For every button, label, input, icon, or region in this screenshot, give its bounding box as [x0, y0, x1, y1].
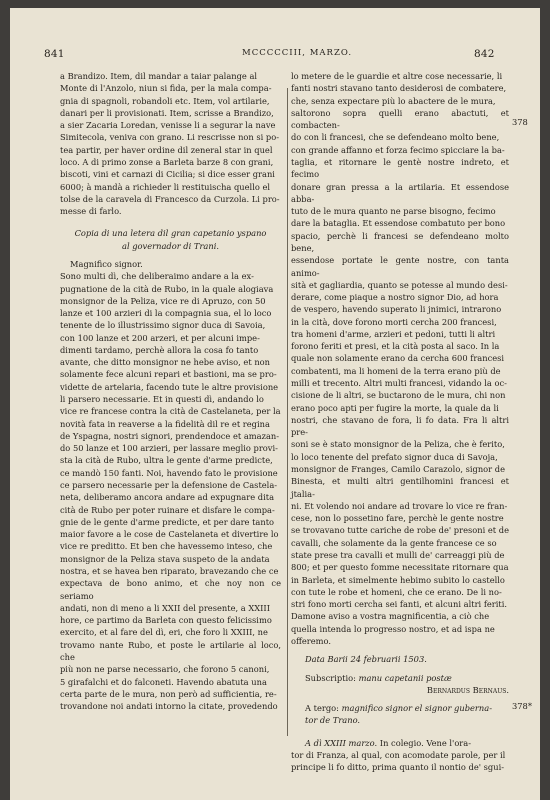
- text-line: nostra, et se havea ben riparato, bravezando che ce: [60, 565, 279, 576]
- page-number-right: 842: [474, 48, 495, 60]
- address-line: tor de Trano.: [305, 715, 361, 726]
- text-line: in Barleta, et simelmente hebimo subito lo castello: [291, 574, 505, 585]
- entry-date: A dì XXIII marzo.: [305, 737, 378, 748]
- text-line: tenente de lo illustrissimo signor duca di Savoia,: [60, 320, 266, 331]
- text-line: li parsero necessarie. Et in questi dì, andando lo: [60, 394, 264, 405]
- text-line: do 50 lanze et 100 arzieri, per lassare meglio provi-: [60, 443, 278, 454]
- letter-body-right: [291, 70, 509, 647]
- text-line: gnia di spagnoli, robandoli etc. Item, vol artilarie,: [60, 95, 270, 106]
- text-line: vice re preditto. Et ben che havessemo inteso, che: [60, 541, 273, 552]
- text-line: monsignor de la Peliza, vice re di Apruzo, con 50: [60, 295, 266, 306]
- text-line: saltorono sopra quelli erano abactuti, et combacten-: [291, 107, 509, 131]
- entry-line: tor di Franza, al qual, con acomodate parole, per il: [291, 749, 506, 760]
- text-line: taglia, et ritornare le gentè nostre indreto, et fecimo: [291, 156, 509, 180]
- text-line: Sono multi dì, che deliberaimo andare a la ex-: [60, 271, 254, 282]
- text-line: spacio, perchè li francesi se defendeano molto bene,: [291, 230, 509, 253]
- text-line: biscoti, vini et carnazi di Cicilia; si dice esser grani: [60, 169, 275, 180]
- text-line: danari per li provisionati. Item, scrisse a Brandizo,: [60, 107, 274, 118]
- text-line: tra homeni d'arme, arzieri et pedoni, tutti li altri: [291, 328, 496, 339]
- text-line: state prese tra cavalli et mulli de' carreaggi più de: [291, 549, 505, 560]
- council-entry: [291, 737, 509, 774]
- salutation: Magnifico signor.: [70, 258, 143, 269]
- text-line: vice re francese contra la cità de Castelaneta, per la: [60, 406, 281, 417]
- text-line: maior favore a le cose de Castelaneta et divertire lo: [60, 529, 279, 540]
- text-line: 6000; à mandà a richieder li restituischa quello el: [60, 181, 271, 192]
- text-line: hore, ce partimo da Barleta con questo felicissimo: [60, 615, 272, 626]
- text-line: expectava de bono animo, et che noy non ce seriamo: [60, 578, 281, 601]
- text-line: offeremo.: [291, 635, 332, 646]
- text-line: fanti nostri stavano tanto desiderosi de combatere,: [291, 83, 507, 94]
- text-line: tuto de le mura quanto ne parse bisogno, fecimo: [291, 206, 496, 217]
- title-line: al governador di Trani.: [122, 240, 219, 251]
- text-line: certa parte de le mura, non però ad sufficientia, re-: [60, 688, 277, 699]
- text-line: combatenti, ma li homeni de la terra erano più de: [291, 365, 501, 376]
- address-label: A tergo:: [305, 703, 339, 714]
- right-column: [291, 70, 509, 773]
- page-number-left: 841: [44, 48, 65, 60]
- text-line: 800; et per questo fomme necessitate ritornare qua: [291, 562, 509, 573]
- text-line: sità et gagliardia, quanto se potesse al mundo desi-: [291, 279, 508, 290]
- text-line: che, senza expectare più lo abactere de le mura,: [291, 95, 496, 106]
- margin-note: 378*: [512, 701, 532, 711]
- text-line: ce parsero necessarie per la defensione de Castela-: [60, 480, 278, 490]
- text-line: exercito, et al fare del dì, eri, che foro li XXIII, ne: [60, 627, 268, 638]
- text-line: con tute le robe et homeni, che ce erano. De li no-: [291, 586, 502, 597]
- column-divider: [287, 88, 288, 736]
- running-title: MCCCCCIII, MARZO.: [242, 48, 353, 58]
- text-line: dare la bataglia. Et essendose combatuto per bono: [291, 218, 506, 229]
- text-line: novità fata in reaverse a la fidelità dil re et regina: [60, 418, 270, 429]
- text-line: Binesta, et multi altri gentilhomini francesi et jtalia-: [291, 476, 509, 499]
- text-line: più non ne parse necessario, che forono 5 canoni,: [60, 664, 270, 675]
- text-line: con grande affanno et forza fecimo spicciare la ba-: [291, 144, 505, 155]
- text-line: cità de Rubo per poter ruinare et disfare le compa-: [60, 504, 275, 515]
- text-line: loco. A di primo zonse a Barleta barze 8 con grani,: [60, 156, 274, 167]
- text-line: dimenti tardamo, perchè allora la cosa fo tanto: [60, 344, 259, 355]
- text-line: donare gran pressa a la artilaria. Et essendose abba-: [291, 181, 509, 204]
- entry-line: [291, 737, 509, 749]
- text-line: de Yspagna, nostri signori, prendendoce et amazan-: [60, 430, 280, 441]
- address-line: [291, 702, 509, 714]
- text-line: erano poco apti per fugire la morte, la quale da li: [291, 402, 499, 413]
- letter-title: [60, 227, 281, 252]
- subscription-text: manu capetanii postæ: [358, 672, 452, 683]
- entry-text: In colegio. Vene l'ora-: [379, 737, 472, 748]
- subscription-label: Subscriptio:: [305, 672, 356, 683]
- entry-line: principe li fo ditto, prima quanto il nontio de' sgui-: [291, 762, 505, 773]
- text-line: ce mandò 150 fanti. Noi, havendo fato le provisione: [60, 467, 278, 478]
- text-line: derare, come piaque a nostro signor Dio, ad hora: [291, 292, 499, 303]
- address-text: magnifico signor el signor guberna-: [341, 703, 492, 714]
- text-line: a Brandizo. Item, dil mandar a taiar palange al: [60, 71, 258, 81]
- text-line: milli et trecento. Altri multi francesi, vidando la oc-: [291, 378, 507, 389]
- text-line: sta la cità de Rubo, ultra le gente d'arme predicte,: [60, 455, 273, 466]
- text-line: quella intenda lo progresso nostro, et ad ispa ne: [291, 623, 495, 634]
- text-line: trovandone noi andati intorno la citate, provedendo: [60, 701, 278, 712]
- text-line: andati, non di meno a li XXII del presente, a XXIII: [60, 602, 270, 613]
- text-line: trovamo nante Rubo, et poste le artilarie al loco, che: [60, 639, 281, 662]
- text-line: lo metere de le guardie et altre cose necessarie, li: [291, 71, 503, 81]
- text-line: monsignor de la Peliza stava suspeto de la andata: [60, 553, 270, 564]
- text-line: messe di farlo.: [60, 206, 122, 217]
- text-line: forono feriti et presi, et la cità posta al saco. In la: [291, 341, 500, 352]
- text-line: cese, non lo possetino fare, perchè le gente nostre: [291, 513, 504, 524]
- text-line: de vespero, havendo superato li jnimici, intrarono: [291, 304, 502, 315]
- text-line: tea partir, per haver ordine dil zeneral star in quel: [60, 144, 273, 155]
- text-line: nostri, che stavano de fora, li fo data. Fra li altri pre-: [291, 414, 509, 438]
- text-line: se trovavano tutte cariche de robe de' presoni et de: [291, 525, 509, 536]
- text-line: stri fono morti cercha sei fanti, et alcuni altri feriti.: [291, 599, 508, 610]
- text-line: avante, che ditto monsignor ne hebe aviso, et non: [60, 357, 270, 368]
- text-line: 5 girafalchi et do falconeti. Havendo abatuta una: [60, 676, 267, 687]
- text-line: cisione de li altri, se buctarono de le mura, chi non: [291, 390, 506, 401]
- letter-body-left: [60, 270, 281, 712]
- text-line: lanze et 100 arzieri di la compagnia sua, el lo loco: [60, 308, 272, 319]
- signature: Bernardus Bernaus.: [426, 684, 509, 695]
- address: [291, 702, 509, 727]
- text-line: do con li francesi, che se defendeano molto bene,: [291, 132, 500, 143]
- margin-note: 378: [512, 117, 528, 127]
- left-column: [60, 70, 281, 712]
- text-line: lo loco tenente del prefato signor duca di Savoja,: [291, 451, 498, 462]
- text-line: Simitecola, veniva con grano. Li rescrisse non si po-: [60, 132, 280, 143]
- text-line: cavalli, che solamente da la gente francese ce so: [291, 537, 497, 548]
- text-line: pugnatione de la cità de Rubo, in la quale alogiava: [60, 283, 274, 294]
- text-line: a sier Zacaria Loredan, venisse li a segurar la nave: [60, 120, 276, 131]
- text-line: Damone aviso a vostra magnificentia, a ciò che: [291, 611, 490, 622]
- text-line: con 100 lanze et 200 arzeri, et per alcuni impe-: [60, 332, 260, 343]
- text-line: quale non solamente erano da cercha 600 francesi: [291, 353, 505, 364]
- text-line: soni se è stato monsignor de la Peliza, che è ferito,: [291, 439, 505, 450]
- dateline: Data Barii 24 februarii 1503.: [305, 654, 427, 665]
- intro-paragraph: [60, 70, 281, 217]
- text-line: solamente fece alcuni repari et bastioni, ma se pro-: [60, 369, 277, 380]
- text-line: gnie de le gente d'arme predicte, et per dare tanto: [60, 516, 275, 527]
- text-line: ni. Et volendo noi andare ad trovare lo vice re fran-: [291, 500, 508, 511]
- text-line: neta, deliberamo ancora andare ad expugnare dita: [60, 492, 275, 503]
- text-line: essendose portate le gente nostre, con tanta animo-: [291, 255, 509, 278]
- text-line: in la cità, dove forono morti cercha 200 francesi,: [291, 316, 497, 327]
- text-line: Monte di l'Anzolo, niun si fida, per la mala compa-: [60, 83, 272, 94]
- text-line: monsignor de Franges, Camilo Carazolo, signor de: [291, 464, 505, 474]
- title-line: Copia di una letera dil gran capetanio yspano: [74, 228, 267, 239]
- subscription: [291, 672, 509, 684]
- text-line: tolse de la caravela di Francesco da Curzola. Li pro-: [60, 193, 280, 204]
- book-page: [10, 8, 540, 800]
- text-line: vidette de artelaria, facendo tute le altre provisione: [60, 381, 279, 392]
